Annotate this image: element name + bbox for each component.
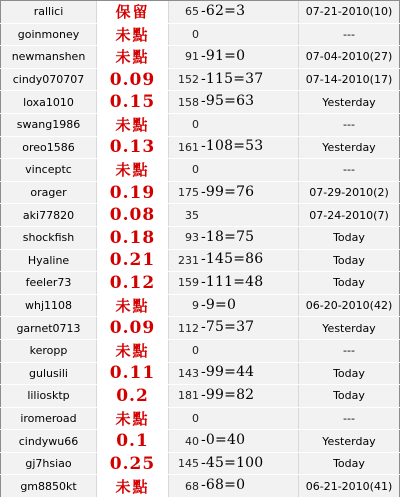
rate-annotation: 0.13 [109, 137, 156, 158]
count-value: 35 [185, 208, 199, 222]
calc-annotation: -115=37 [201, 70, 264, 87]
rate-cell [97, 295, 169, 317]
last-visit-cell: --- [299, 340, 400, 362]
rate-cell [97, 408, 169, 430]
table-row [0, 453, 400, 476]
count-value: 93 [185, 231, 199, 245]
table-row [0, 385, 400, 408]
table-row [0, 46, 400, 69]
table-row [0, 137, 400, 160]
rate-cell [97, 91, 169, 113]
rate-annotation: 0.21 [109, 250, 156, 271]
table-row [0, 363, 400, 386]
rate-cell [97, 272, 169, 294]
calc-annotation: -108=53 [201, 138, 264, 155]
count-cell [169, 272, 299, 294]
table-row [0, 295, 400, 318]
count-cell [169, 46, 299, 68]
count-cell [169, 69, 299, 91]
calc-annotation: -95=63 [201, 93, 255, 110]
rate-annotation: 0.2 [116, 385, 149, 406]
rate-annotation: 0.09 [109, 318, 156, 339]
username-cell[interactable]: gm8850kt [0, 475, 97, 497]
count-cell [169, 363, 299, 385]
table-row [0, 317, 400, 340]
rate-annotation: 0.19 [109, 182, 156, 203]
rate-cell [97, 159, 169, 181]
last-visit-cell: Today [299, 272, 400, 294]
rate-cell [97, 182, 169, 204]
table-row [0, 250, 400, 273]
count-cell [169, 317, 299, 339]
rate-annotation: 未點 [115, 409, 150, 428]
table-row [0, 114, 400, 137]
rate-cell [97, 317, 169, 339]
count-cell [169, 114, 299, 136]
rate-cell [97, 340, 169, 362]
table-row [0, 182, 400, 205]
table-row [0, 1, 400, 24]
table-row [0, 272, 400, 295]
rate-annotation: 未點 [115, 477, 150, 496]
last-visit-cell: Today [299, 227, 400, 249]
rate-annotation: 未點 [115, 116, 150, 135]
rate-cell [97, 250, 169, 272]
username-cell[interactable]: rallici [0, 1, 97, 23]
count-value: 112 [178, 321, 199, 335]
last-visit-cell: Yesterday [299, 91, 400, 113]
table-row [0, 340, 400, 363]
calc-annotation: -62=3 [201, 2, 246, 19]
table-row [0, 91, 400, 114]
rate-annotation: 0.1 [116, 431, 149, 452]
count-value: 181 [178, 389, 199, 403]
last-visit-cell: 07-21-2010(10) [299, 1, 400, 23]
calc-annotation: -91=0 [201, 47, 246, 64]
last-visit-cell: --- [299, 114, 400, 136]
calc-annotation: -145=86 [201, 251, 264, 268]
last-visit-cell: --- [299, 159, 400, 181]
username-cell[interactable]: loxa1010 [0, 91, 97, 113]
username-cell[interactable]: gulusili [0, 363, 97, 385]
last-visit-cell: 06-20-2010(42) [299, 295, 400, 317]
count-cell [169, 430, 299, 452]
count-value: 9 [192, 299, 199, 313]
calc-annotation: -18=75 [201, 228, 255, 245]
calc-annotation: -0=40 [201, 432, 246, 449]
calc-annotation: -111=48 [201, 273, 264, 290]
rate-annotation: 0.08 [109, 205, 156, 226]
count-cell [169, 91, 299, 113]
username-cell[interactable]: vinceptc [0, 159, 97, 181]
username-cell[interactable]: liliosktp [0, 385, 97, 407]
username-cell[interactable]: garnet0713 [0, 317, 97, 339]
count-cell [169, 250, 299, 272]
rate-cell [97, 24, 169, 46]
username-cell[interactable]: shockfish [0, 227, 97, 249]
username-cell[interactable]: whj1108 [0, 295, 97, 317]
count-value: 231 [178, 253, 199, 267]
count-value: 159 [178, 276, 199, 290]
count-cell [169, 408, 299, 430]
last-visit-cell: 06-21-2010(41) [299, 475, 400, 497]
calc-annotation: -75=37 [201, 319, 255, 336]
count-cell [169, 1, 299, 23]
count-value: 40 [185, 434, 199, 448]
rate-cell [97, 430, 169, 452]
count-cell [169, 204, 299, 226]
count-value: 65 [185, 5, 199, 19]
last-visit-cell: --- [299, 408, 400, 430]
last-visit-cell: Today [299, 363, 400, 385]
last-visit-cell: 07-29-2010(2) [299, 182, 400, 204]
rate-annotation: 未點 [115, 342, 150, 361]
count-value: 0 [192, 411, 199, 425]
table-row [0, 475, 400, 498]
calc-annotation: -68=0 [201, 477, 246, 494]
count-value: 161 [178, 140, 199, 154]
last-visit-cell: 07-24-2010(7) [299, 204, 400, 226]
rate-annotation: 未點 [115, 297, 150, 316]
rate-cell [97, 227, 169, 249]
last-visit-cell: Yesterday [299, 137, 400, 159]
rate-annotation: 保留 [115, 3, 150, 22]
last-visit-cell: --- [299, 24, 400, 46]
username-cell[interactable]: orager [0, 182, 97, 204]
last-visit-cell: Today [299, 250, 400, 272]
username-cell[interactable]: feeler73 [0, 272, 97, 294]
count-cell [169, 137, 299, 159]
username-cell[interactable]: gj7hsiao [0, 453, 97, 475]
rate-cell [97, 453, 169, 475]
last-visit-cell: Today [299, 453, 400, 475]
count-cell [169, 227, 299, 249]
count-value: 143 [178, 366, 199, 380]
username-cell[interactable]: newmanshen [0, 46, 97, 68]
username-cell[interactable]: goinmoney [0, 24, 97, 46]
rate-cell [97, 385, 169, 407]
username-cell[interactable]: cindywu66 [0, 430, 97, 452]
rate-annotation: 0.12 [109, 272, 156, 293]
rate-annotation: 0.18 [109, 227, 156, 248]
username-cell[interactable]: oreo1586 [0, 137, 97, 159]
calc-annotation: -9=0 [201, 296, 237, 313]
rate-cell [97, 69, 169, 91]
count-cell [169, 182, 299, 204]
username-cell[interactable]: keropp [0, 340, 97, 362]
rate-annotation: 未點 [115, 25, 150, 44]
count-cell [169, 295, 299, 317]
table-row [0, 24, 400, 47]
count-value: 0 [192, 163, 199, 177]
count-value: 152 [178, 73, 199, 87]
calc-annotation: -45=100 [201, 454, 264, 471]
table-row [0, 430, 400, 453]
calc-annotation: -99=82 [201, 386, 255, 403]
last-visit-cell: Yesterday [299, 430, 400, 452]
rate-annotation: 未點 [115, 161, 150, 180]
table-row [0, 227, 400, 250]
table-row [0, 159, 400, 182]
calc-annotation: -99=44 [201, 364, 255, 381]
count-value: 145 [178, 457, 199, 471]
table-row [0, 204, 400, 227]
table-row [0, 408, 400, 431]
rate-annotation: 未點 [115, 48, 150, 67]
count-value: 68 [185, 479, 199, 493]
last-visit-cell: 07-14-2010(17) [299, 69, 400, 91]
username-cell[interactable]: cindy070707 [0, 69, 97, 91]
count-value: 175 [178, 186, 199, 200]
last-visit-cell: Yesterday [299, 317, 400, 339]
rate-cell [97, 114, 169, 136]
count-value: 0 [192, 27, 199, 41]
rate-annotation: 0.25 [109, 453, 156, 474]
rate-annotation: 0.11 [109, 363, 156, 384]
calc-annotation: -99=76 [201, 183, 255, 200]
username-cell[interactable]: Hyaline [0, 250, 97, 272]
rate-cell [97, 204, 169, 226]
rate-cell [97, 137, 169, 159]
count-cell [169, 453, 299, 475]
last-visit-cell: 07-04-2010(27) [299, 46, 400, 68]
username-cell[interactable]: aki77820 [0, 204, 97, 226]
count-cell [169, 385, 299, 407]
table-row [0, 69, 400, 92]
rate-annotation: 0.09 [109, 69, 156, 90]
rate-cell [97, 46, 169, 68]
count-value: 158 [178, 95, 199, 109]
count-value: 91 [185, 50, 199, 64]
last-visit-cell: Today [299, 385, 400, 407]
count-value: 0 [192, 118, 199, 132]
count-value: 0 [192, 344, 199, 358]
count-cell [169, 475, 299, 497]
username-cell[interactable]: swang1986 [0, 114, 97, 136]
rate-cell [97, 475, 169, 497]
rate-annotation: 0.15 [109, 92, 156, 113]
count-cell [169, 24, 299, 46]
count-cell [169, 159, 299, 181]
rate-cell [97, 363, 169, 385]
count-cell [169, 340, 299, 362]
rate-cell [97, 1, 169, 23]
username-cell[interactable]: iromeroad [0, 408, 97, 430]
